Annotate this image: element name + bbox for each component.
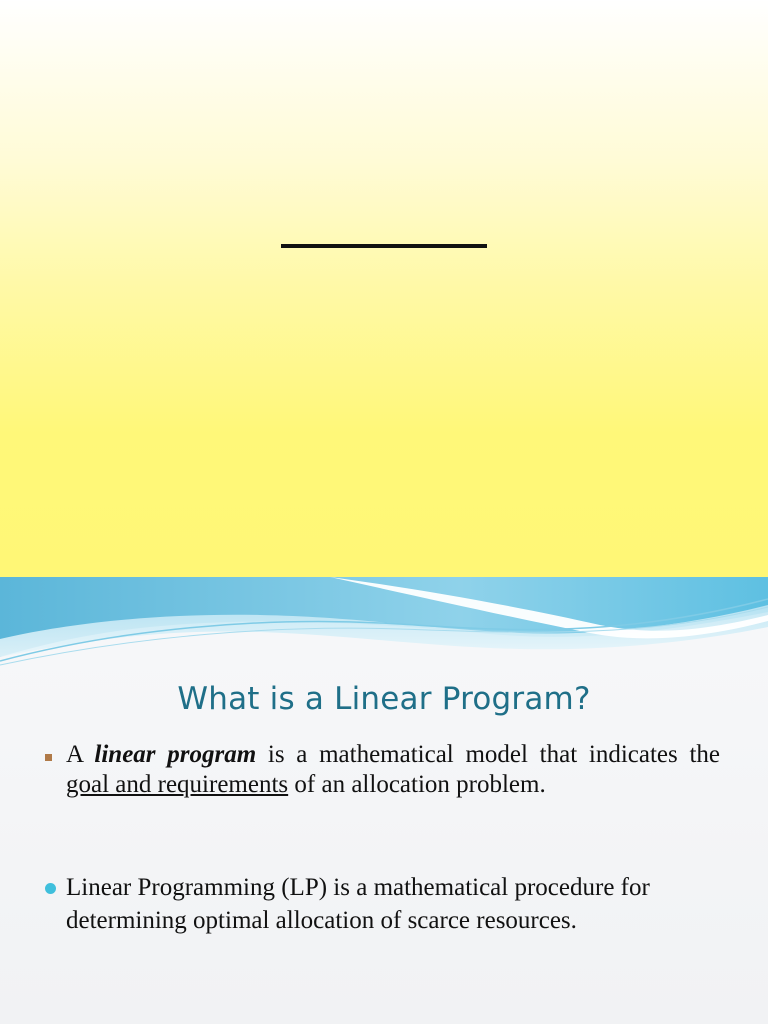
linear-program-term: linear program [94, 741, 257, 768]
wave-banner-icon [0, 577, 768, 672]
bullet1-text-b: is a mathematical model that indicates the [256, 741, 720, 768]
slide-2 [0, 577, 768, 1024]
bullet1-text-a: A [66, 741, 95, 768]
round-bullet-icon [45, 883, 56, 894]
square-bullet-icon [45, 754, 52, 761]
bullet1-text-c: of an allocation problem. [288, 771, 546, 798]
title-underline-rule [281, 244, 487, 248]
slide-title: What is a Linear Program? [177, 681, 591, 717]
bullet-lp-definition: Linear Programming (LP) is a mathematical procedure for determining optimal allocation of scarce resources. [66, 874, 650, 934]
goal-requirements-underlined: goal and requirements [66, 771, 289, 798]
bullet-linear-program-definition [66, 740, 720, 800]
